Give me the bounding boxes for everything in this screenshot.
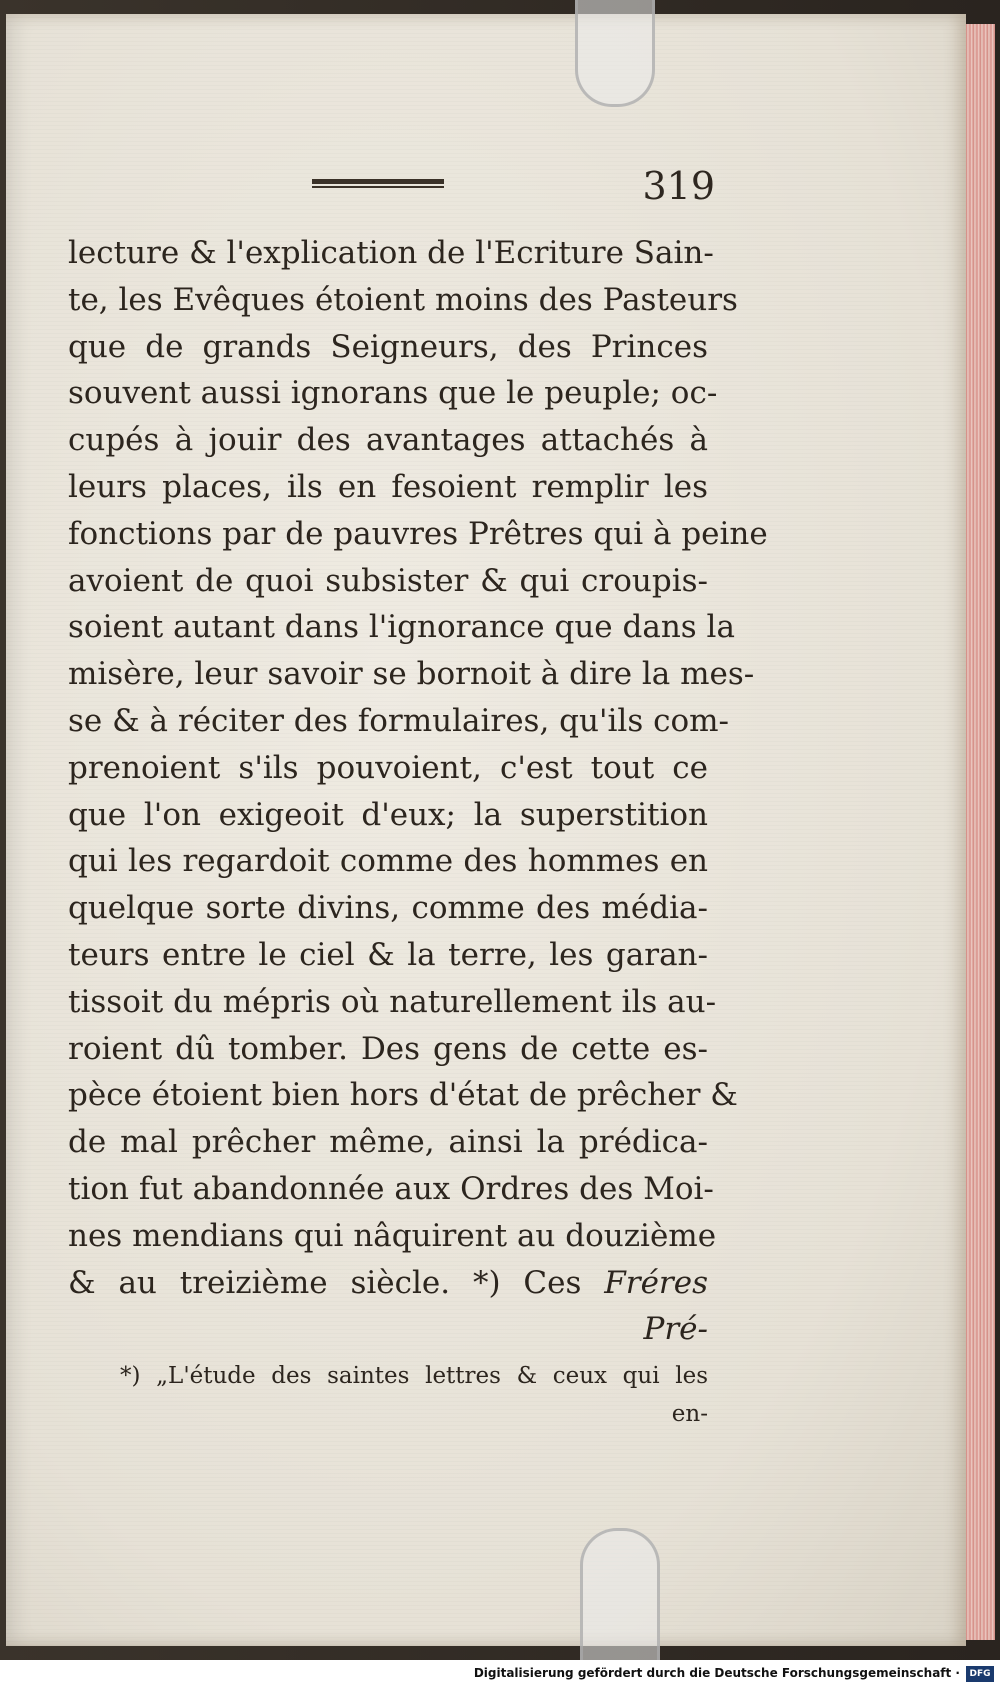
text-line: soient autant dans l'ignorance que dans la <box>68 609 735 646</box>
header-rule <box>312 178 444 190</box>
text-line: te, les Evêques étoient moins des Pasteurs <box>68 281 738 318</box>
text-line: fonctions par de pauvres Prêtres qui à peine <box>68 515 768 552</box>
text-line: lecture & l'explication de l'Ecriture Sain- <box>68 235 714 271</box>
text-line: se & à réciter des formulaires, qu'ils com- <box>68 702 729 739</box>
body-text <box>68 230 768 1353</box>
catchword: Pré- <box>643 1311 708 1348</box>
top-page-clip <box>575 0 655 107</box>
text-line: avoient de quoi subsister & qui croupis- <box>68 562 708 599</box>
footnote-catchword: en- <box>671 1401 708 1427</box>
text-line: misère, leur savoir se bornoit à dire la mes- <box>68 656 755 693</box>
text-line: teurs entre le ciel & la terre, les garan- <box>68 936 708 973</box>
bottom-page-clip <box>580 1528 660 1663</box>
text-line: prenoient s'ils pouvoient, c'est tout ce <box>68 749 708 786</box>
text-line: leurs places, ils en fesoient remplir les <box>68 468 708 505</box>
last-line-text: & au treizième siècle. *) Ces <box>68 1264 605 1301</box>
text-line: tion fut abandonnée aux Ordres des Moi- <box>68 1170 714 1207</box>
page-number: 319 <box>642 164 715 208</box>
text-line: que l'on exigeoit d'eux; la superstition <box>68 796 708 833</box>
footer-bar <box>0 1660 1000 1689</box>
last-line-italic: Fréres <box>604 1264 708 1301</box>
text-line: que de grands Seigneurs, des Princes <box>68 328 708 365</box>
text-line: roient dû tomber. Des gens de cette es- <box>68 1030 708 1067</box>
text-line: souvent aussi ignorans que le peuple; oc- <box>68 375 718 412</box>
text-line: qui les regardoit comme des hommes en <box>68 843 708 880</box>
text-line: tissoit du mépris où naturellement ils au- <box>68 983 717 1020</box>
text-line: de mal prêcher même, ainsi la prédica- <box>68 1124 708 1161</box>
text-line: nes mendians qui nâquirent au douzième <box>68 1217 717 1254</box>
footer-credit: Digitalisierung gefördert durch die Deutsche Forschungsgemeinschaft · <box>473 1666 960 1680</box>
footnote-line: *) „L'étude des saintes lettres & ceux qui les <box>120 1363 708 1389</box>
text-line: cupés à jouir des avantages attachés à <box>68 422 708 459</box>
footnote <box>120 1357 708 1433</box>
dfg-logo-icon: DFG <box>966 1666 994 1682</box>
text-line: pèce étoient bien hors d'état de prêcher & <box>68 1077 738 1114</box>
last-text-line <box>68 1260 708 1307</box>
text-line: quelque sorte divins, comme des média- <box>68 890 708 927</box>
